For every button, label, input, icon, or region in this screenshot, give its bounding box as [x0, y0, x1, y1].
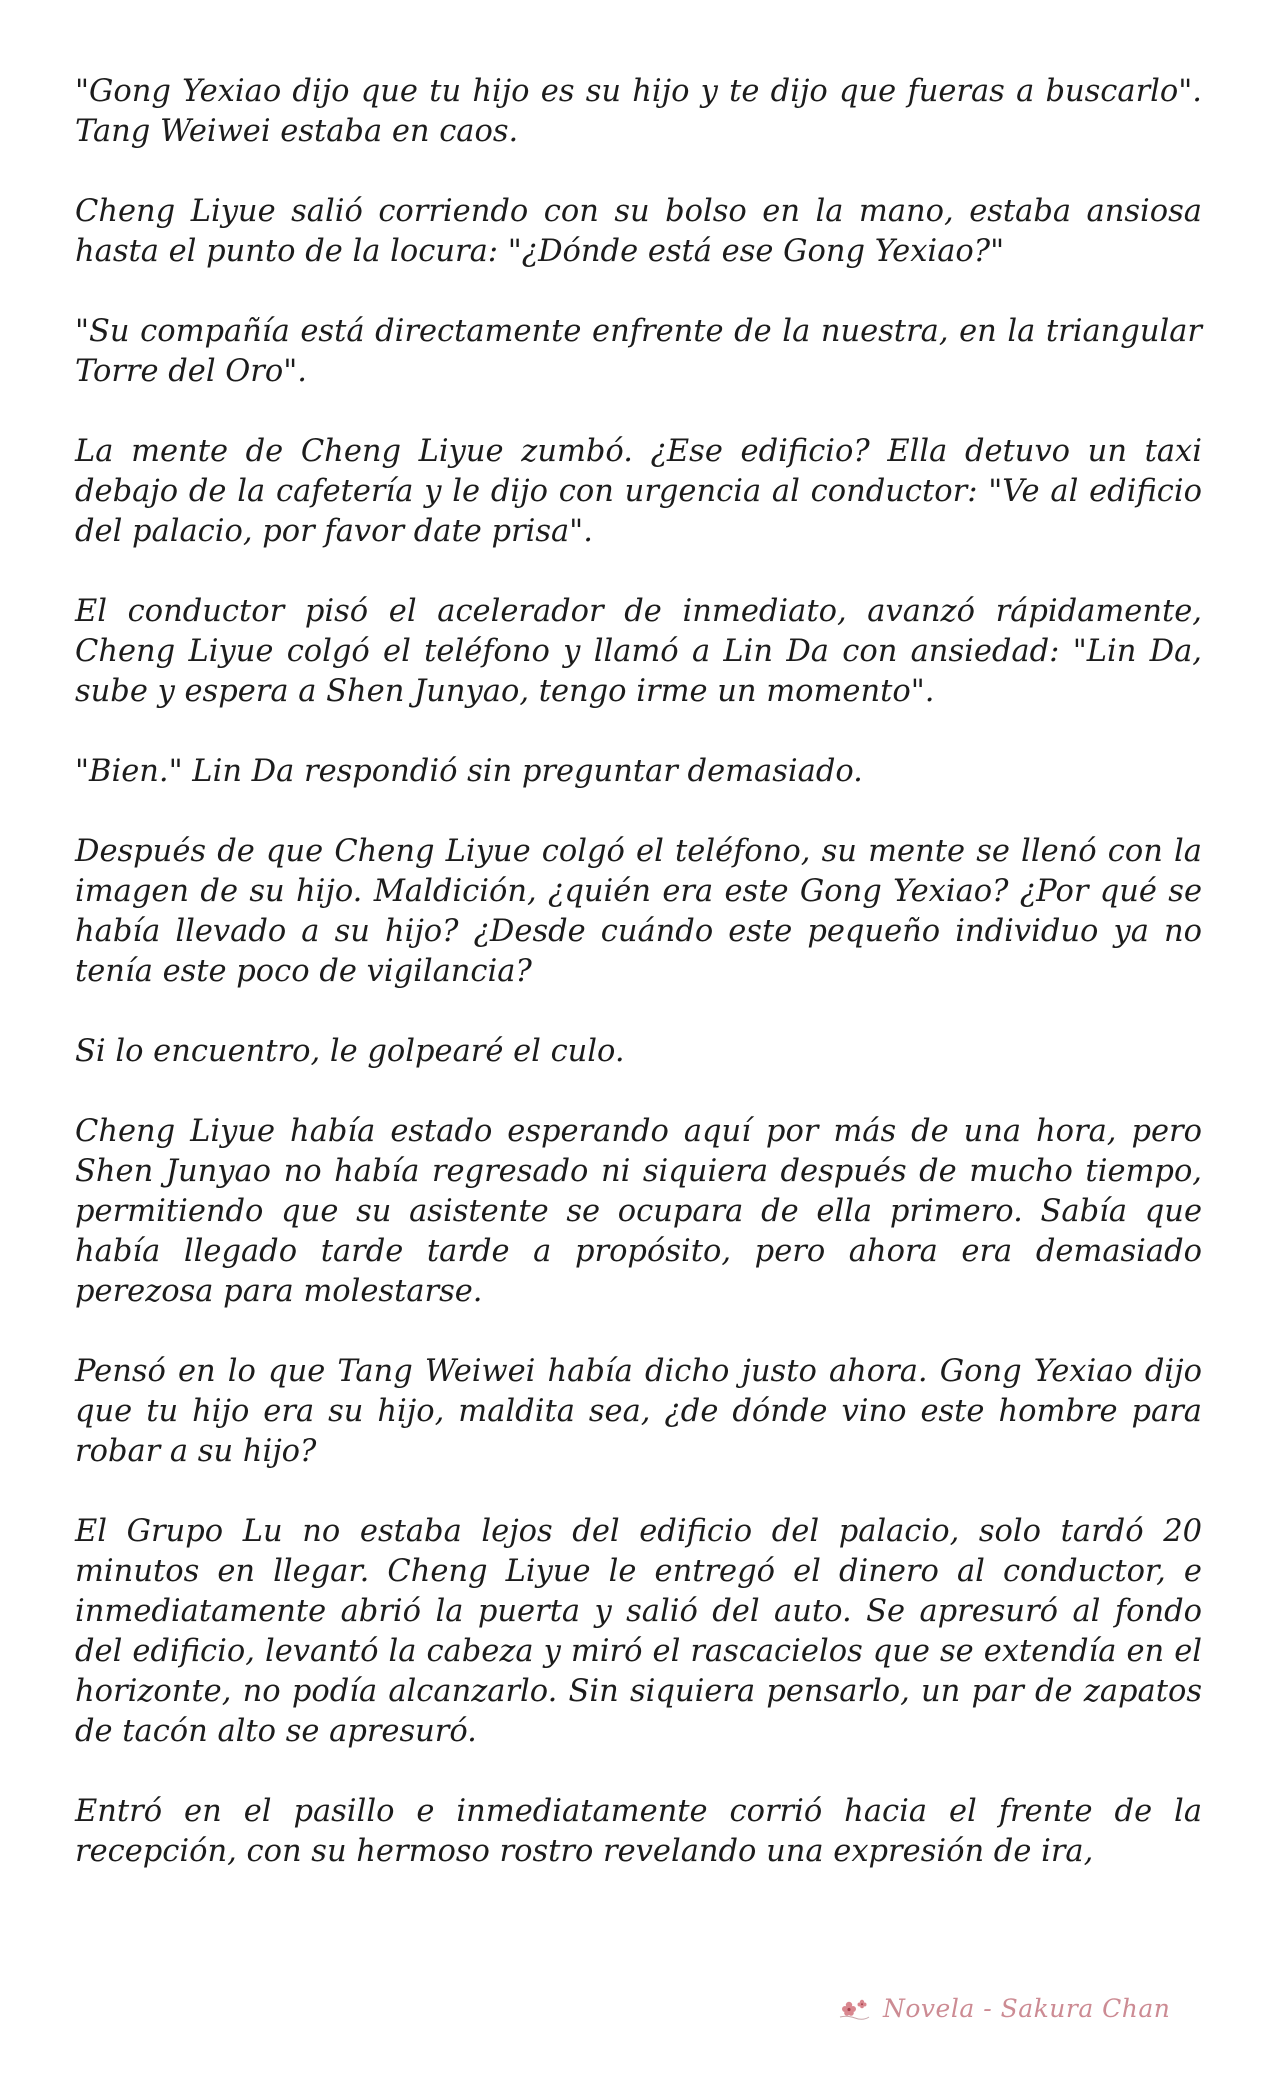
- paragraph: Después de que Cheng Liyue colgó el teléfono, su mente se llenó con la imagen de su hijo. Maldición, ¿quién era este Gong Yexiao? ¿Por qué se había llevado a su hijo? ¿Desde cuándo este pequeño individuo ya no tenía este poco de vigilancia?: [75, 834, 1202, 989]
- paragraph: "Gong Yexiao dijo que tu hijo es su hijo y te dijo que fueras a buscarlo". Tang Weiwei estaba en caos.: [75, 74, 1202, 149]
- paragraph: Cheng Liyue había estado esperando aquí por más de una hora, pero Shen Junyao no había regresado ni siquiera después de mucho tiempo, permitiendo que su asistente se ocupara de ella primero. Sabía que había llegado tarde tarde a propósito, pero ahora era demasiado perezosa para molestarse.: [75, 1114, 1202, 1309]
- watermark: [835, 1990, 1170, 2026]
- paragraph: La mente de Cheng Liyue zumbó. ¿Ese edificio? Ella detuvo un taxi debajo de la cafetería y le dijo con urgencia al conductor: "Ve al edificio del palacio, por favor date prisa".: [75, 434, 1202, 549]
- paragraph: El Grupo Lu no estaba lejos del edificio del palacio, solo tardó 20 minutos en llegar. Cheng Liyue le entregó el dinero al conductor, e inmediatamente abrió la puerta y salió del auto. Se apresuró al fondo del edificio, levantó la cabeza y miró el rascacielos que se extendía en el horizonte, no podía alcanzarlo. Sin siquiera pensarlo, un par de zapatos de tacón alto se apresuró.: [75, 1514, 1202, 1749]
- sakura-flower-icon: [835, 1993, 875, 2023]
- paragraph: El conductor pisó el acelerador de inmediato, avanzó rápidamente, Cheng Liyue colgó el teléfono y llamó a Lin Da con ansiedad: "Lin Da, sube y espera a Shen Junyao, tengo irme un momento".: [75, 594, 1202, 709]
- document-body: [75, 72, 1202, 1872]
- paragraph: "Su compañía está directamente enfrente de la nuestra, en la triangular Torre del Oro".: [75, 314, 1202, 389]
- paragraph: Cheng Liyue salió corriendo con su bolso en la mano, estaba ansiosa hasta el punto de la locura: "¿Dónde está ese Gong Yexiao?": [75, 194, 1202, 269]
- paragraph: Si lo encuentro, le golpearé el culo.: [75, 1034, 625, 1069]
- paragraph: Entró en el pasillo e inmediatamente corrió hacia el frente de la recepción, con su hermoso rostro revelando una expresión de ira,: [75, 1794, 1202, 1869]
- paragraph: Pensó en lo que Tang Weiwei había dicho justo ahora. Gong Yexiao dijo que tu hijo era su hijo, maldita sea, ¿de dónde vino este hombre para robar a su hijo?: [75, 1354, 1202, 1469]
- watermark-text: Novela - Sakura Chan: [883, 1993, 1171, 2023]
- paragraph: "Bien." Lin Da respondió sin preguntar demasiado.: [75, 754, 863, 789]
